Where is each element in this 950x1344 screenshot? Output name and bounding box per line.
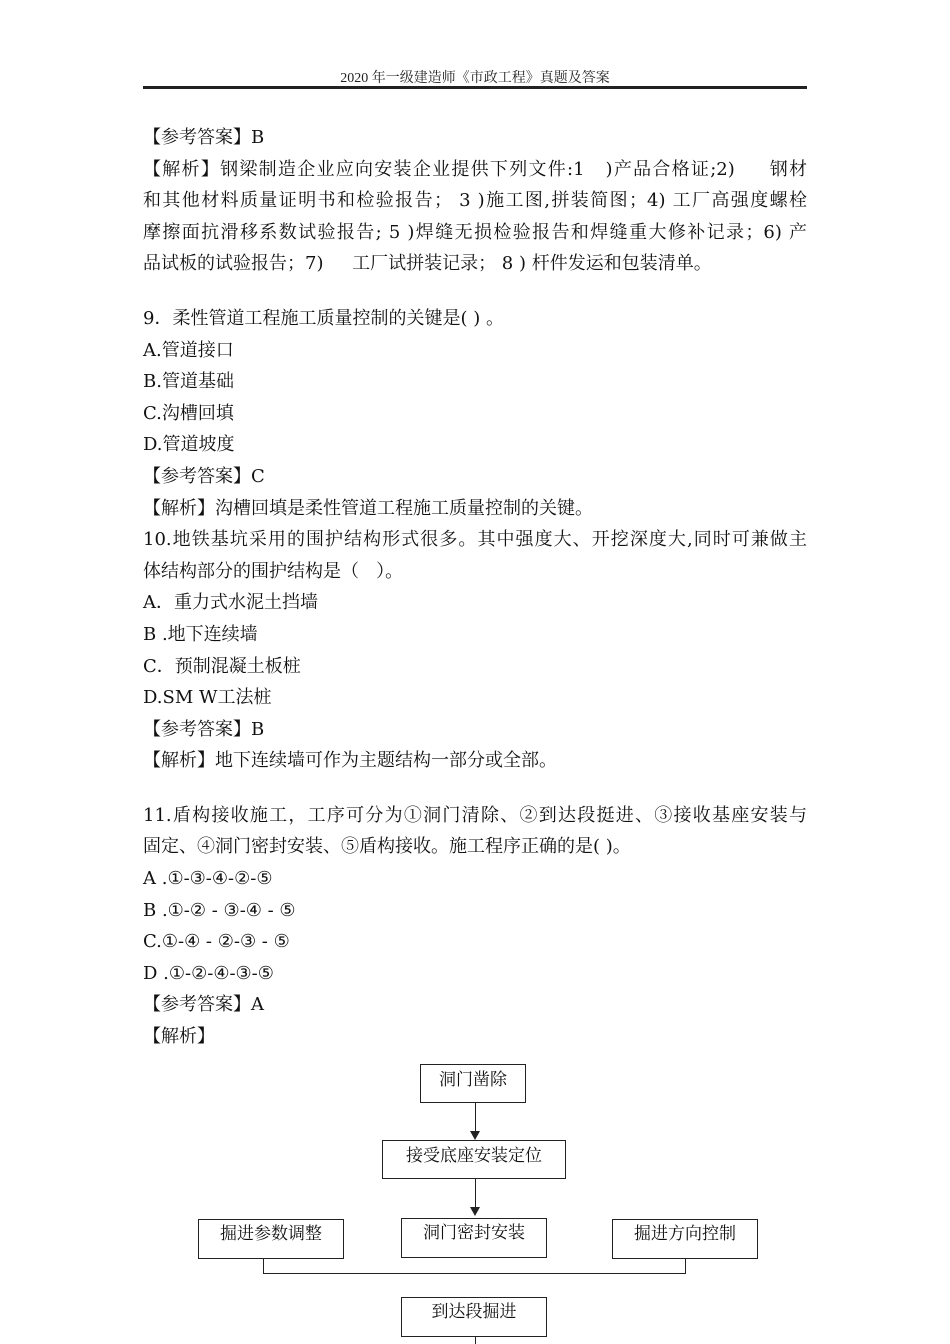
question-10: 10.地铁基坑采用的围护结构形式很多。其中强度大、开挖深度大,同时可兼做主 — [143, 529, 807, 551]
explanation-label: 【解析】 — [143, 1026, 215, 1048]
header-rule — [143, 86, 807, 89]
question-10-cont: 体结构部分的围护结构是（ ）。 — [143, 560, 404, 582]
flow-connector — [263, 1273, 686, 1274]
explanation-line: 【解析】地下连续墙可作为主题结构一部分或全部。 — [143, 750, 557, 772]
flow-connector — [475, 1103, 476, 1132]
answer-line: 【参考答案】C — [143, 465, 265, 487]
flow-box-arrival-tunneling: 到达段掘进 — [401, 1297, 547, 1337]
explanation-line: 摩擦面抗滑移系数试验报告; 5 )焊缝无损检验报告和焊缝重大修补记录；6) 产 — [143, 221, 807, 243]
explanation-line: 【解析】沟槽回填是柔性管道工程施工质量控制的关键。 — [143, 497, 593, 519]
flow-connector — [475, 1179, 476, 1208]
option-c: C.①-④ - ②-③ - ⑤ — [143, 931, 290, 953]
option-a: A.管道接口 — [143, 339, 234, 361]
question-11: 11.盾构接收施工，工序可分为①洞门清除、②到达段挺进、③接收基座安装与 — [143, 804, 807, 826]
explanation-line: 和其他材料质量证明书和检验报告； 3 )施工图,拼装简图；4) 工厂高强度螺栓 — [143, 190, 807, 212]
question-11-cont: 固定、④洞门密封安装、⑤盾构接收。施工程序正确的是( )。 — [143, 836, 631, 858]
option-a: A．重力式水泥土挡墙 — [143, 592, 318, 614]
explanation-line: 【解析】钢梁制造企业应向安装企业提供下列文件:1 )产品合格证;2) 钢材 — [143, 158, 807, 180]
explanation-line: 品试板的试验报告；7) 工厂试拼装记录； 8 ) 杆件发运和包装清单。 — [143, 253, 712, 275]
flow-box-direction-control: 掘进方向控制 — [612, 1219, 758, 1259]
flow-box-param-adjust: 掘进参数调整 — [198, 1219, 344, 1259]
option-d: D .①-②-④-③-⑤ — [143, 962, 274, 984]
option-a: A .①-③-④-②-⑤ — [143, 868, 273, 890]
answer-line: 【参考答案】B — [143, 127, 265, 148]
spacer — [143, 777, 807, 800]
option-b: B .①-② - ③-④ - ⑤ — [143, 899, 296, 921]
flow-arrow-icon — [470, 1207, 480, 1216]
spacer — [143, 280, 807, 303]
option-c: C.沟槽回填 — [143, 402, 234, 424]
flow-connector — [475, 1337, 476, 1344]
question-9: 9．柔性管道工程施工质量控制的关键是( ) 。 — [143, 307, 504, 329]
flow-box-portal-seal: 洞门密封安装 — [401, 1218, 547, 1258]
flow-arrow-icon — [470, 1131, 480, 1140]
answer-line: 【参考答案】A — [143, 994, 264, 1016]
option-d: D.SM W工法桩 — [143, 687, 272, 709]
option-d: D.管道坡度 — [143, 434, 235, 456]
flow-connector — [685, 1259, 686, 1274]
answer-line: 【参考答案】B — [143, 718, 265, 740]
option-b: B .地下连续墙 — [143, 623, 258, 645]
flow-box-tunnel-portal-removal: 洞门凿除 — [420, 1064, 526, 1103]
page-header-title: 2020 年一级建造师《市政工程》真题及答案 — [340, 71, 610, 86]
flow-box-base-install: 接受底座安装定位 — [382, 1140, 566, 1179]
option-b: B.管道基础 — [143, 371, 234, 393]
flow-connector — [263, 1259, 264, 1274]
option-c: C．预制混凝土板桩 — [143, 655, 301, 677]
document-body — [143, 122, 807, 1053]
